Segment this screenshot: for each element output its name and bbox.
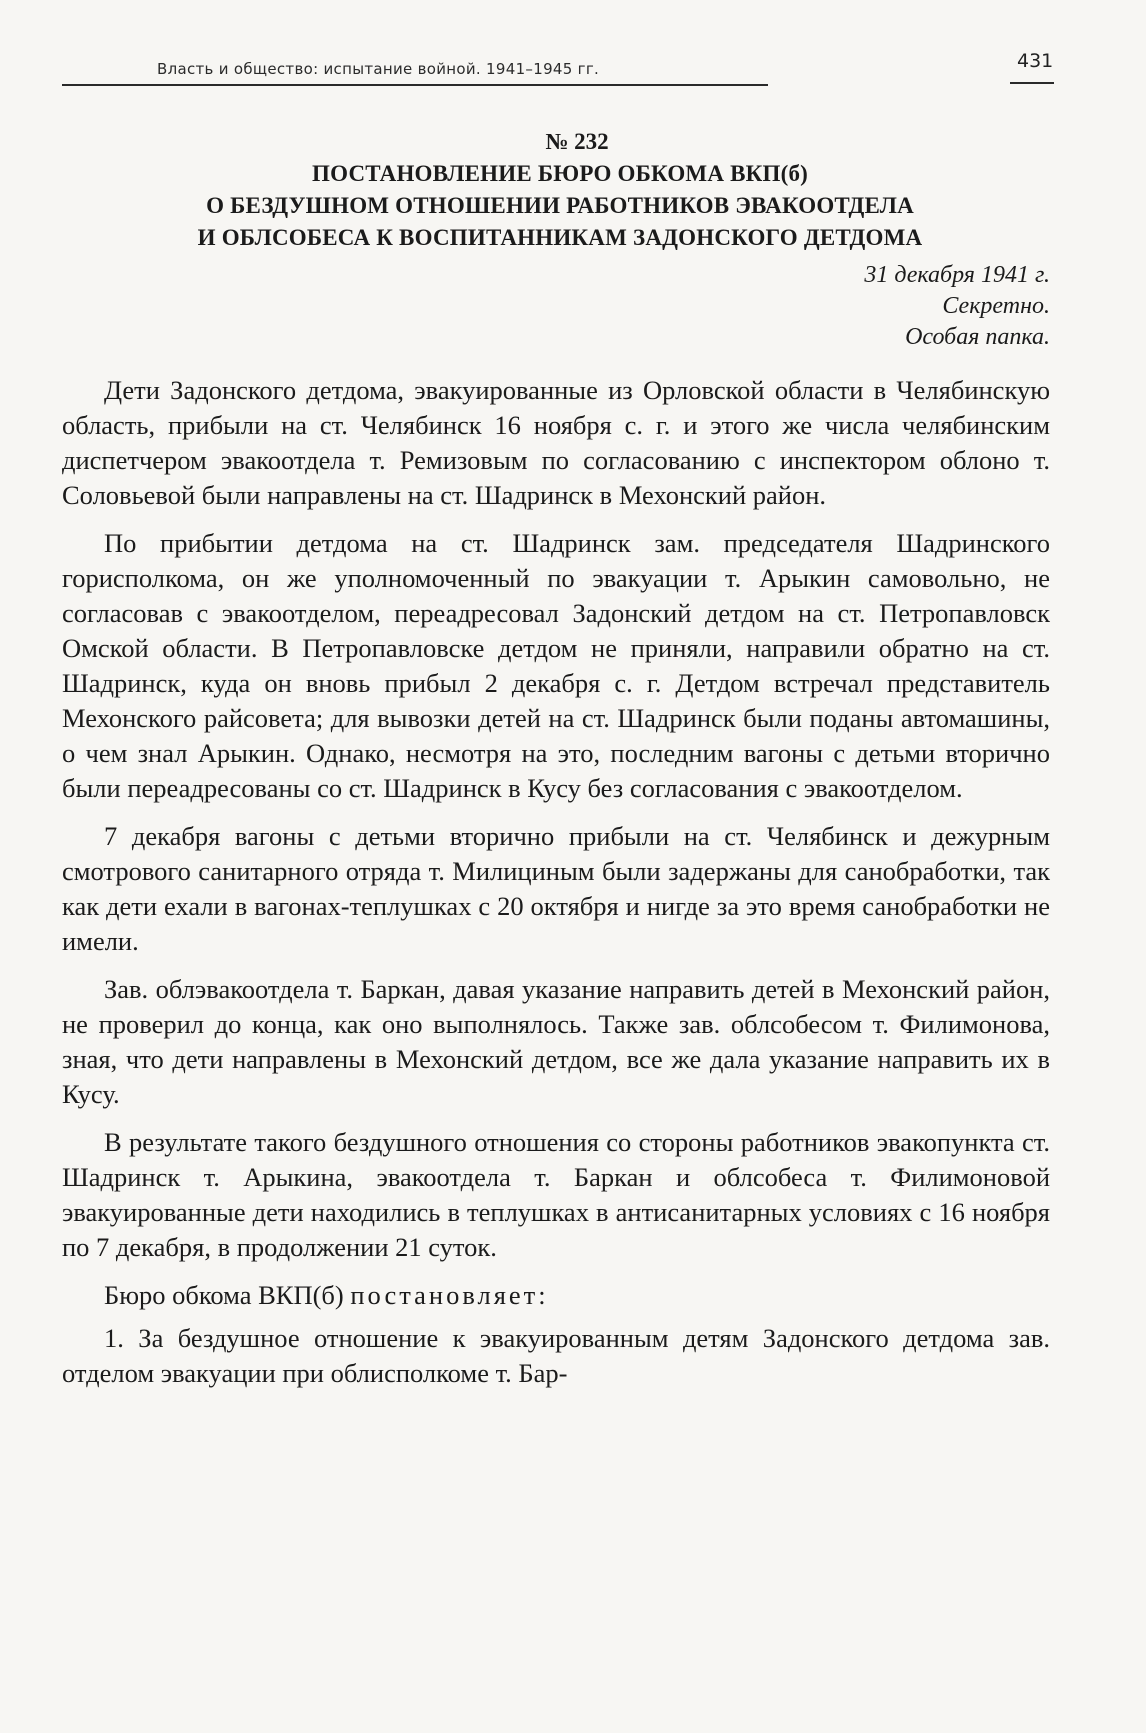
resolution-intro: Бюро обкома ВКП(б) <box>104 1280 344 1310</box>
resolution-paragraph <box>62 1278 1050 1313</box>
document-body <box>62 373 1058 1391</box>
body-paragraph-1: Дети Задонского детдома, эвакуированные из Орловской области в Челябинскую область, прибыли на ст. Челябинск 16 ноября с. г. и этого же числа челябинским диспетчером эвакоотдела т. Ремизовым по согласованию с инспектором облоно т. Соловьевой были направлены на ст. Шадринск в Мехонский район. <box>62 375 1050 510</box>
document-classification: Секретно. <box>942 293 1050 319</box>
page-number: 431 <box>1017 50 1054 72</box>
body-paragraph-5: В результате такого бездушного отношения со стороны работников эвакопункта ст. Шадринск т. Арыкина, эвакоотдела т. Баркан и облсобеса т. Филимоновой эвакуированные дети находились в теплушках в антисанитарных условиях с 16 ноября по 7 декабря, в продолжении 21 суток. <box>62 1127 1050 1262</box>
document-title-line-2: О БЕЗДУШНОМ ОТНОШЕНИИ РАБОТНИКОВ ЭВАКООТДЕЛА <box>206 193 914 218</box>
resolution-verb: постановляет: <box>350 1280 549 1310</box>
document-title-line-1: ПОСТАНОВЛЕНИЕ БЮРО ОБКОМА ВКП(б) <box>311 161 808 186</box>
document-heading <box>62 126 1058 254</box>
document-page <box>62 40 1058 1700</box>
resolution-item-1: 1. За бездушное отношение к эвакуированным детям Задонского детдома зав. отделом эвакуации при облисполкоме т. Бар- <box>62 1323 1050 1388</box>
document-date: 31 декабря 1941 г. <box>864 262 1050 288</box>
document-meta <box>62 260 1058 353</box>
document-title-line-3: И ОБЛСОБЕСА К ВОСПИТАННИКАМ ЗАДОНСКОГО ДЕТДОМА <box>197 225 923 250</box>
body-paragraph-4: Зав. облэвакоотдела т. Баркан, давая указание направить детей в Мехонский район, не проверил до конца, как оно выполнялось. Также зав. облсобесом т. Филимонова, зная, что дети направлены в Мехонский детдом, все же дала указание направить их в Кусу. <box>62 974 1050 1109</box>
document-folder: Особая папка. <box>905 324 1050 350</box>
page-number-rule <box>1010 82 1054 84</box>
running-header <box>62 40 768 86</box>
body-paragraph-3: 7 декабря вагоны с детьми вторично прибыли на ст. Челябинск и дежурным смотрового санитарного отряда т. Милициным были задержаны для санобработки, так как дети ехали в вагонах-теплушках с 20 октября и нигде за это время санобработки не имели. <box>62 821 1050 956</box>
document-number: № 232 <box>545 129 609 154</box>
running-title: Власть и общество: испытание войной. 1941–1945 гг. <box>157 60 600 78</box>
body-paragraph-2: По прибытии детдома на ст. Шадринск зам. председателя Шадринского горисполкома, он же уполномоченный по эвакуации т. Арыкин самовольно, не согласовав с эвакоотделом, переадресовал Задонский детдом на ст. Петропавловск Омской области. В Петропавловске детдом не приняли, направили обратно на ст. Шадринск, куда он вновь прибыл 2 декабря с. г. Детдом встречал представитель Мехонского райсовета; для вывозки детей на ст. Шадринск были поданы автомашины, о чем знал Арыкин. Однако, несмотря на это, последним вагоны с детьми вторично были переадресованы со ст. Шадринск в Кусу без согласования с эвакоотделом. <box>62 528 1050 803</box>
